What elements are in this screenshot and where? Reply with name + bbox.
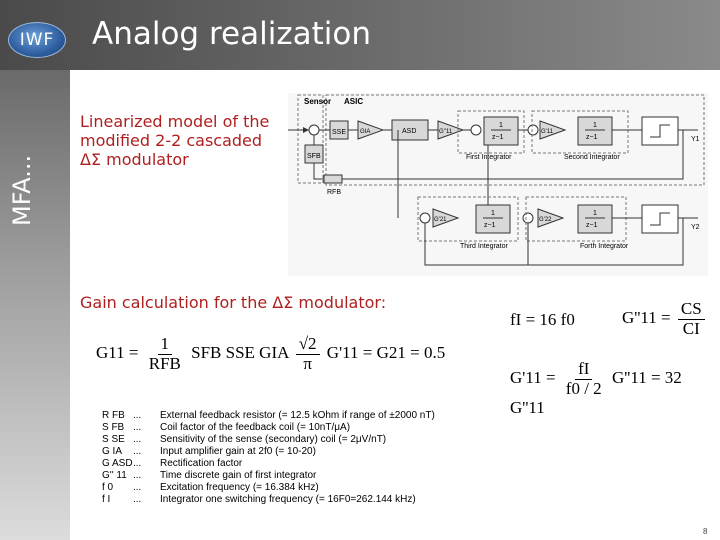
symbol-item: G'' 11 xyxy=(102,470,127,481)
rfb-resistor xyxy=(324,175,342,183)
g11-mid: SFB SSE GIA xyxy=(191,343,289,363)
definition-item: External feedback resistor (= 12.5 kOhm if range of ±2000 nT) xyxy=(160,410,435,421)
symbol-item: G ASD xyxy=(102,458,133,469)
g11-num: 1 xyxy=(158,335,173,355)
definition-item: Rectification factor xyxy=(160,458,243,469)
symbol-item: S SE xyxy=(102,434,125,445)
sidebar-vertical-text: MFA... xyxy=(8,154,36,226)
definition-item: Excitation frequency (= 16.384 kHz) xyxy=(160,482,319,493)
definition-item: Input amplifier gain at 2f0 (= 10-20) xyxy=(160,446,316,457)
first-integrator-label: First Integrator xyxy=(466,154,512,161)
y2-label: Y2 xyxy=(691,224,700,231)
second-integrator-label: Second Integrator xyxy=(564,154,620,161)
g11pp-num: CS xyxy=(678,300,705,320)
dots: ... xyxy=(133,446,142,457)
g11pp-lhs: G''11 = xyxy=(622,308,671,328)
page-number: 8 xyxy=(703,527,708,536)
third-integrator-label: Third Integrator xyxy=(460,243,508,250)
fi-equation: fI = 16 f0 xyxy=(510,310,575,329)
g11pp-den: CI xyxy=(682,318,700,338)
dots: ... xyxy=(133,470,142,481)
gain-calculation-title: Gain calculation for the ΔΣ modulator: xyxy=(80,293,387,312)
integrator2-den: z−1 xyxy=(586,134,598,141)
g11pp-label: G''11 xyxy=(439,129,453,135)
dots: ... xyxy=(133,434,142,445)
forth-integrator-label: Forth Integrator xyxy=(580,243,629,250)
block-diagram xyxy=(288,93,708,276)
symbol-list xyxy=(102,410,133,506)
dots: ... xyxy=(133,482,142,493)
sensor-label: Sensor xyxy=(304,97,332,106)
integrator4-num: 1 xyxy=(593,210,597,217)
y1-label: Y1 xyxy=(691,136,700,143)
summing-junction xyxy=(309,125,319,135)
g11p-lhs: G'11 = xyxy=(510,368,556,388)
model-description: Linearized model of the modified 2-2 cascaded ΔΣ modulator xyxy=(80,112,270,169)
integrator4-den: z−1 xyxy=(586,222,598,229)
g11p-den: f0 / 2 xyxy=(565,378,602,398)
g11p-rhs: G''11 = 32 G''11 xyxy=(510,368,682,418)
g11-equation xyxy=(96,335,445,373)
dots: ... xyxy=(133,494,142,505)
integrator2-num: 1 xyxy=(593,122,597,129)
g21p-label: G'21 xyxy=(434,217,447,223)
g11p-num: fI xyxy=(575,360,592,380)
integrator3-num: 1 xyxy=(491,210,495,217)
symbol-item: R FB xyxy=(102,410,125,421)
slide-title: Analog realization xyxy=(92,16,371,52)
asd-label: ASD xyxy=(402,128,417,135)
sfb-label: SFB xyxy=(307,153,321,160)
definition-list xyxy=(160,410,435,506)
sqrt-num: √2 xyxy=(296,335,320,355)
integrator1-num: 1 xyxy=(499,122,503,129)
definition-item: Coil factor of the feedback coil (= 10nT/μA) xyxy=(160,422,351,433)
g11-lhs: G11 = xyxy=(96,343,139,363)
integrator1-den: z−1 xyxy=(492,134,504,141)
gia-label: GIA xyxy=(360,129,371,135)
symbol-item: G IA xyxy=(102,446,123,457)
g11-rhs: G'11 = G21 = 0.5 xyxy=(326,343,446,363)
definition-item: Integrator one switching frequency (= 16F0=262.144 kHz) xyxy=(160,494,416,505)
sqrt-den: π xyxy=(303,353,312,373)
logo-text: IWF xyxy=(19,30,55,50)
g11-den: RFB xyxy=(148,353,181,373)
integrator3-den: z−1 xyxy=(484,222,496,229)
dots-column xyxy=(133,410,141,506)
definition-item: Sensitivity of the sense (secondary) coil (= 2μV/nT) xyxy=(160,434,387,445)
definition-item: Time discrete gain of first integrator xyxy=(160,470,317,481)
g11p-equation xyxy=(510,360,720,418)
g11p-label: G'11 xyxy=(541,129,554,135)
symbol-item: f 0 xyxy=(102,482,114,493)
dots: ... xyxy=(133,422,142,433)
symbol-item: f I xyxy=(102,494,111,505)
dots: ... xyxy=(133,410,142,421)
g22p-label: G'22 xyxy=(539,217,552,223)
asic-label: ASIC xyxy=(344,97,364,106)
symbol-item: S FB xyxy=(102,422,125,433)
dots: ... xyxy=(133,458,142,469)
g11pp-equation xyxy=(622,300,708,338)
sse-label: SSE xyxy=(332,129,347,136)
sensor-dashed-box xyxy=(298,95,323,183)
rfb-label: RFB xyxy=(327,189,341,196)
